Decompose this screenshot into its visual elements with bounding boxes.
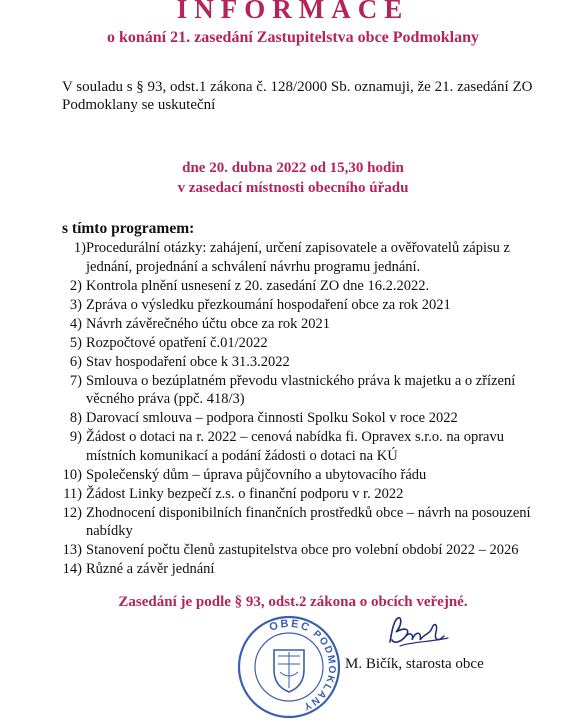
program-item	[62, 315, 552, 334]
document-title: INFORMACE	[176, 0, 410, 24]
program-item-number: 10)	[62, 466, 82, 483]
program-item-number: 7)	[69, 372, 82, 389]
program-list	[62, 239, 552, 579]
program-item-text: Smlouva o bezúplatném převodu vlastnického práva k majetku a o zřízení věcného práva (ppč. 418/3)	[86, 372, 516, 407]
program-item-text: Stav hospodaření obce k 31.3.2022	[86, 353, 290, 370]
program-item-number: 2)	[69, 277, 82, 294]
public-meeting-note: Zasedání je podle § 93, odst.2 zákona o obcích veřejné.	[118, 594, 468, 610]
program-item-number: 9)	[69, 429, 82, 445]
program-item	[62, 504, 552, 541]
signer-name: M. Bičík, starosta obce	[345, 656, 484, 672]
program-item	[62, 239, 552, 276]
municipal-stamp	[234, 612, 344, 722]
program-item-text: Zpráva o výsledku přezkoumání hospodaření obce za rok 2021	[86, 296, 451, 313]
program-item-text: Žádost Linky bezpečí z.s. o finanční podporu v r. 2022	[86, 485, 404, 502]
program-item-number: 14)	[62, 561, 82, 577]
program-item-text: Darovací smlouva – podpora činnosti Spolku Sokol v roce 2022	[86, 410, 458, 426]
program-item	[62, 560, 552, 579]
program-item-text: Zhodnocení disponibilních finančních prostředků obce – návrh na posouzení nabídky	[86, 504, 531, 539]
program-item-number: 8)	[69, 410, 82, 426]
program-item-text: Rozpočtové opatření č.01/2022	[86, 334, 268, 351]
program-item-text: Žádost o dotaci na r. 2022 – cenová nabídka fi. Opravex s.r.o. na opravu místních komunikací a podání žádosti o dotaci na KÚ	[86, 429, 504, 464]
meeting-info	[0, 158, 586, 198]
program-item-text: Procedurální otázky: zahájení, určení zapisovatele a ověřovatelů zápisu z jednání, projednání a schválení návrhu programu jednání.	[86, 240, 510, 275]
signature	[380, 612, 460, 660]
program-item-number: 11)	[63, 485, 82, 502]
program-item-number: 3)	[69, 296, 82, 313]
program-item	[62, 277, 552, 296]
program-item-number: 4)	[69, 315, 82, 332]
program-item-number: 5)	[69, 334, 82, 351]
intro-paragraph: V souladu s § 93, odst.1 zákona č. 128/2000 Sb. oznamuji, že 21. zasedání ZO Podmoklany se uskuteční	[62, 79, 533, 113]
program-item-number: 6)	[69, 353, 82, 370]
program-item-text: Stanovení počtu členů zastupitelstva obce pro volební období 2022 – 2026	[86, 542, 519, 558]
meeting-date: dne 20. dubna 2022 od 15,30 hodin	[182, 160, 404, 176]
program-item-number: 13)	[62, 542, 82, 558]
svg-text:PODMOKLANY: PODMOKLANY	[300, 628, 338, 713]
program-item	[62, 334, 552, 353]
program-item	[62, 296, 552, 315]
program-item-text: Návrh závěrečného účtu obce za rok 2021	[86, 315, 330, 332]
program-item-text: Různé a závěr jednání	[86, 561, 215, 577]
program-item	[62, 372, 552, 409]
program-item	[62, 541, 552, 560]
program-item-number: 1)	[73, 240, 86, 256]
program-item	[62, 485, 552, 504]
svg-text:OBEC: OBEC	[267, 617, 313, 635]
program-item-text: Kontrola plnění usnesení z 20. zasedání ZO dne 16.2.2022.	[86, 277, 430, 294]
program-item	[62, 466, 552, 485]
program-item-number: 12)	[62, 504, 82, 521]
program-item	[62, 409, 552, 428]
program-heading: s tímto programem:	[62, 220, 195, 237]
document-subtitle: o konání 21. zasedání Zastupitelstva obce Podmoklany	[106, 29, 480, 46]
meeting-place: v zasedací místnosti obecního úřadu	[177, 180, 409, 196]
program-item	[62, 353, 552, 372]
program-item	[62, 428, 552, 465]
program-item-text: Společenský dům – úprava půjčovního a ubytovacího řádu	[86, 466, 427, 483]
